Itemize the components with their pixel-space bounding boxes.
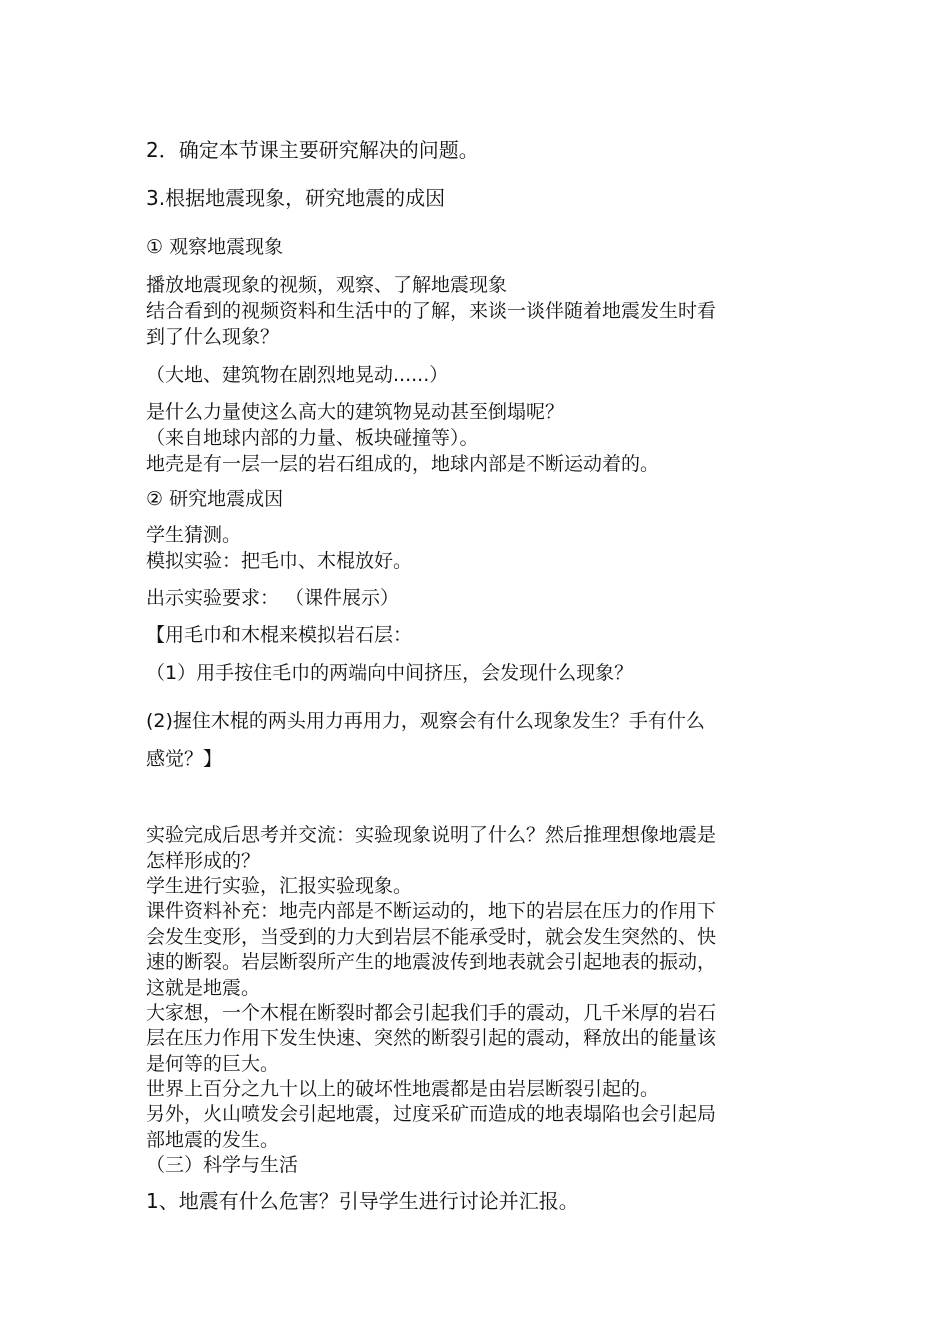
text-line: 大家想，一个木棍在断裂时都会引起我们手的震动，几千米厚的岩石 [146,1002,717,1024]
text-line: （来自地球内部的力量、板块碰撞等）。 [146,427,479,449]
text-line: 课件资料补充：地壳内部是不断运动的，地下的岩层在压力的作用下 [146,900,717,922]
text-line: 部地震的发生。 [146,1129,280,1151]
text-line: 是什么力量使这么高大的建筑物晃动甚至倒塌呢？ [146,401,565,423]
text-line: 这就是地震。 [146,977,261,999]
text-line: ① 观察地震现象 [146,236,284,258]
text-line: ② 研究地震成因 [146,488,284,510]
text-line: 会发生变形，当受到的力大到岩层不能承受时，就会发生突然的、快 [146,926,717,948]
text-line: 地壳是有一层一层的岩石组成的，地球内部是不断运动着的。 [146,453,660,475]
text-line: 播放地震现象的视频，观察、了解地震现象 [146,274,508,296]
text-line: 模拟实验：把毛巾、木棍放好。 [146,550,413,572]
text-line: 层在压力作用下发生快速、突然的断裂引起的震动，释放出的能量该 [146,1027,717,1049]
text-line: 结合看到的视频资料和生活中的了解，来谈一谈伴随着地震发生时看 [146,300,717,322]
text-line: 学生猜测。 [146,524,242,546]
text-line: （大地、建筑物在剧烈地晃动......） [146,364,449,386]
text-line: 到了什么现象？ [146,326,280,348]
text-line: 实验完成后思考并交流：实验现象说明了什么？然后推理想像地震是 [146,824,717,846]
text-line: 出示实验要求： （课件展示） [146,587,400,609]
text-line: 世界上百分之九十以上的破坏性地震都是由岩层断裂引起的。 [146,1078,660,1100]
text-line: 2．确定本节课主要研究解决的问题。 [146,138,479,162]
text-line: 3.根据地震现象，研究地震的成因 [146,186,446,210]
text-line: 怎样形成的？ [146,850,261,872]
text-line: (2)握住木棍的两头用力再用力，观察会有什么现象发生？手有什么 [146,710,705,732]
text-line: 感觉？】 [146,748,223,770]
text-line: （三）科学与生活 [146,1154,299,1176]
text-line: 另外，火山喷发会引起地震，过度采矿而造成的地表塌陷也会引起局 [146,1103,717,1125]
text-line: 【用毛巾和木棍来模拟岩石层： [146,624,413,646]
text-line: 1、地震有什么危害？引导学生进行讨论并汇报。 [146,1189,579,1213]
text-line: 是何等的巨大。 [146,1053,280,1075]
text-line: 速的断裂。岩层断裂所产生的地震波传到地表就会引起地表的振动， [146,951,717,973]
text-line: （1）用手按住毛巾的两端向中间挤压，会发现什么现象？ [146,662,634,684]
text-line: 学生进行实验，汇报实验现象。 [146,875,413,897]
